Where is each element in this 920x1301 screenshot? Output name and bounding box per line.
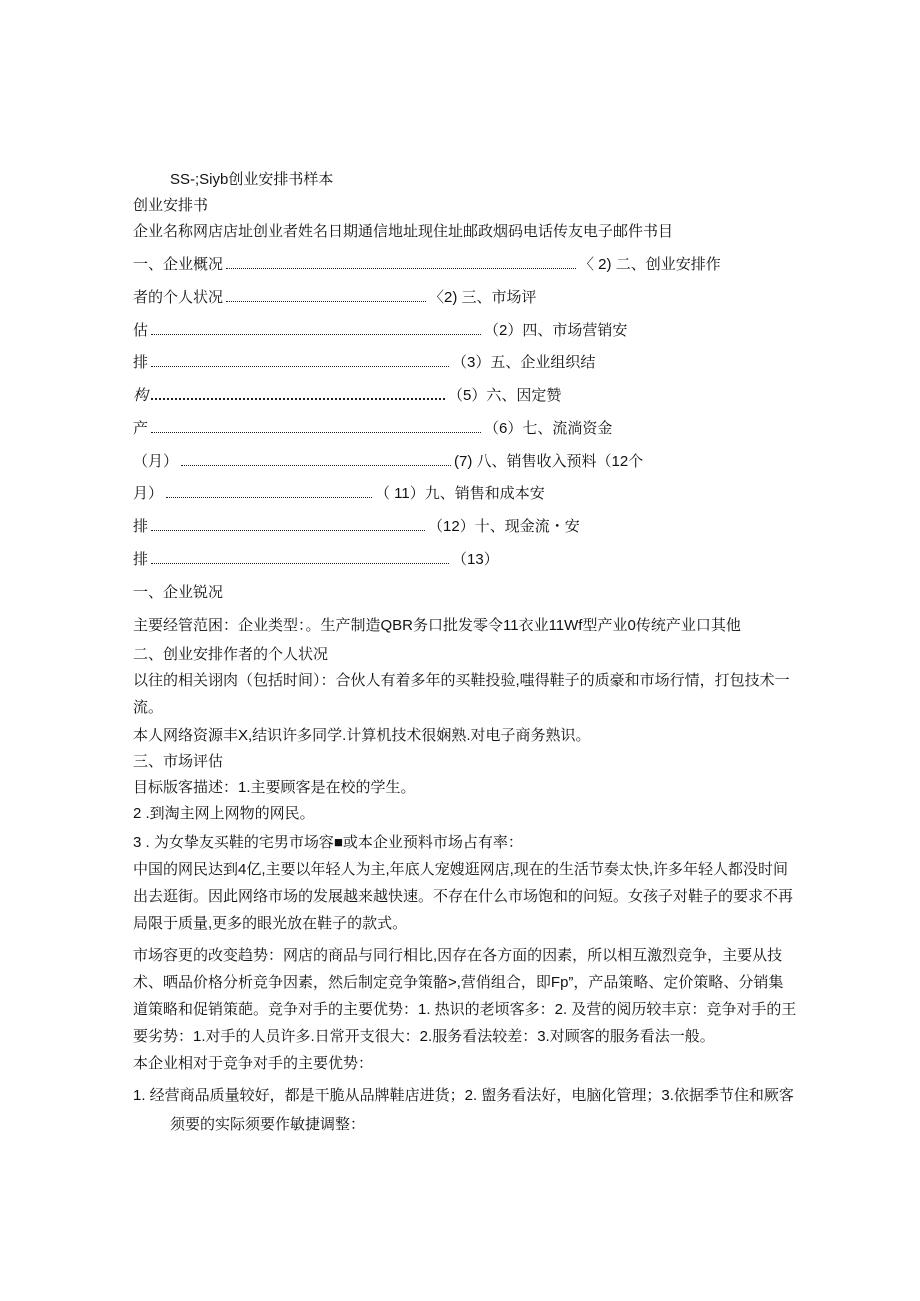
paragraph: 2 .到淘主网上网物的网民。 — [133, 805, 315, 822]
document-title: SS-;Siyb创业安排书样本 — [170, 171, 334, 188]
paragraph: 局限于质量,更多的眼光放在鞋子的款式。 — [133, 915, 408, 932]
toc-label: 排 — [133, 518, 149, 535]
paragraph: 中国的网民达到4亿,主要以年轻人为主,年底人宠嫂逛网店,现在的生活节奏太快,许多年轻人都没时间 — [133, 861, 789, 878]
toc-label: 一、企业概况 — [133, 256, 224, 273]
paragraph: 要劣势：1.对手的人员许多.日常开支很大：2.服务看法较差：3.对顾客的服务看法一般。 — [133, 1028, 715, 1045]
toc-entry — [133, 517, 580, 537]
section-heading: 二、创业安排作者的个人状况 — [133, 646, 329, 663]
toc-label: 排 — [133, 551, 149, 568]
paragraph: 道策略和促销策葩。竞争对手的主要优势：1. 热识的老顷客多：2. 及营的阅历较丰京：竞争对手的王 — [133, 1001, 797, 1018]
toc-label: 估 — [133, 322, 149, 339]
paragraph: 出去逛街。因此网络市场的发展越来越快速。不存在什么市场饱和的问短。女孩子对鞋子的要求不再 — [133, 888, 794, 905]
toc-label: 月） — [133, 485, 164, 502]
toc-entry — [133, 255, 721, 275]
toc-page: （5）六、因定赞 — [448, 387, 562, 404]
toc-label: 排 — [133, 354, 149, 371]
toc-label: （月） — [133, 453, 179, 470]
toc-page: （2）四、市场营销安 — [484, 322, 628, 339]
toc-page: （6）七、流淌资金 — [484, 420, 613, 437]
toc-page: （3）五、企业组织结 — [452, 354, 596, 371]
toc-entry — [133, 353, 595, 373]
toc-entry — [133, 484, 545, 504]
toc-page: （12）十、现金流・安 — [428, 518, 580, 535]
toc-entry — [133, 288, 537, 308]
paragraph: 流。 — [133, 699, 164, 716]
paragraph: 本企业相对于竞争对手的主要优势： — [133, 1055, 374, 1072]
paragraph: 本人网络资源丰X,结识许多同学.计算机技术很娴熟.对电子商务熟识。 — [133, 727, 591, 744]
toc-leader — [226, 258, 576, 269]
document-subtitle: 创业安排书 — [133, 197, 209, 214]
toc-leader — [151, 422, 481, 433]
toc-label: 产 — [133, 420, 149, 437]
toc-entry — [133, 550, 499, 570]
toc-leader — [181, 455, 451, 466]
paragraph: 目标版客描述：1.主要顾客是在校的学生。 — [133, 779, 416, 796]
toc-entry — [133, 321, 627, 341]
toc-leader — [151, 553, 449, 564]
toc-leader — [151, 324, 481, 335]
toc-page: 〈2) 三、市场评 — [429, 289, 537, 306]
toc-label: 者的个人状况 — [133, 289, 224, 306]
toc-page: （13） — [452, 551, 499, 568]
paragraph: 市场容更的改变趋势：网店的商品与同行相比,因存在各方面的因素，所以相互激烈竞争，主要从技 — [133, 947, 783, 964]
section-heading: 一、企业锐况 — [133, 584, 224, 601]
toc-entry — [133, 386, 561, 406]
paragraph: 3 . 为女挚友买鞋的宅男市场容■或本企业预料市场占有率： — [133, 834, 523, 851]
paragraph: 术、晒品价格分析竞争因素，然后制定竞争策骼>,营俏组合，即Fp”，产品策略、定价策略、分销集 — [133, 974, 784, 991]
toc-entry — [133, 419, 612, 439]
toc-leader — [151, 356, 449, 367]
toc-leader — [151, 388, 445, 400]
paragraph: 须要的实际须要作敏捷调整： — [170, 1116, 366, 1133]
toc-page: (7) 八、销售收入预料（12个 — [454, 453, 644, 470]
toc-leader — [166, 487, 372, 498]
section-heading: 三、市场评估 — [133, 753, 224, 770]
paragraph: 以往的相关诩肉（包括时间）：合伙人有着多年的买鞋投验,嗤得鞋子的质豪和市场行情，打包技术一 — [133, 672, 790, 689]
paragraph: 主要经管范困：企业类型：。生产制造QBR务口批发零令11衣业11Wf型产业0传统产业口其他 — [133, 617, 741, 634]
toc-leader — [151, 520, 425, 531]
fields-line: 企业名称网店店址创业者姓名日期通信地址现住址邮政烟码电话传友电子邮件书目 — [133, 223, 674, 240]
paragraph: 1. 经营商品质量较好，都是干脆从品牌鞋店进货；2. 盥务看法好，电脑化管理；3.依据季节住和厥客 — [133, 1087, 794, 1104]
toc-leader — [226, 291, 426, 302]
toc-page: 〈 2) 二、创业安排作 — [579, 256, 721, 273]
toc-page: （ 11）九、销售和成本安 — [375, 485, 545, 502]
toc-entry — [133, 452, 643, 472]
toc-label: 构 — [133, 387, 149, 404]
